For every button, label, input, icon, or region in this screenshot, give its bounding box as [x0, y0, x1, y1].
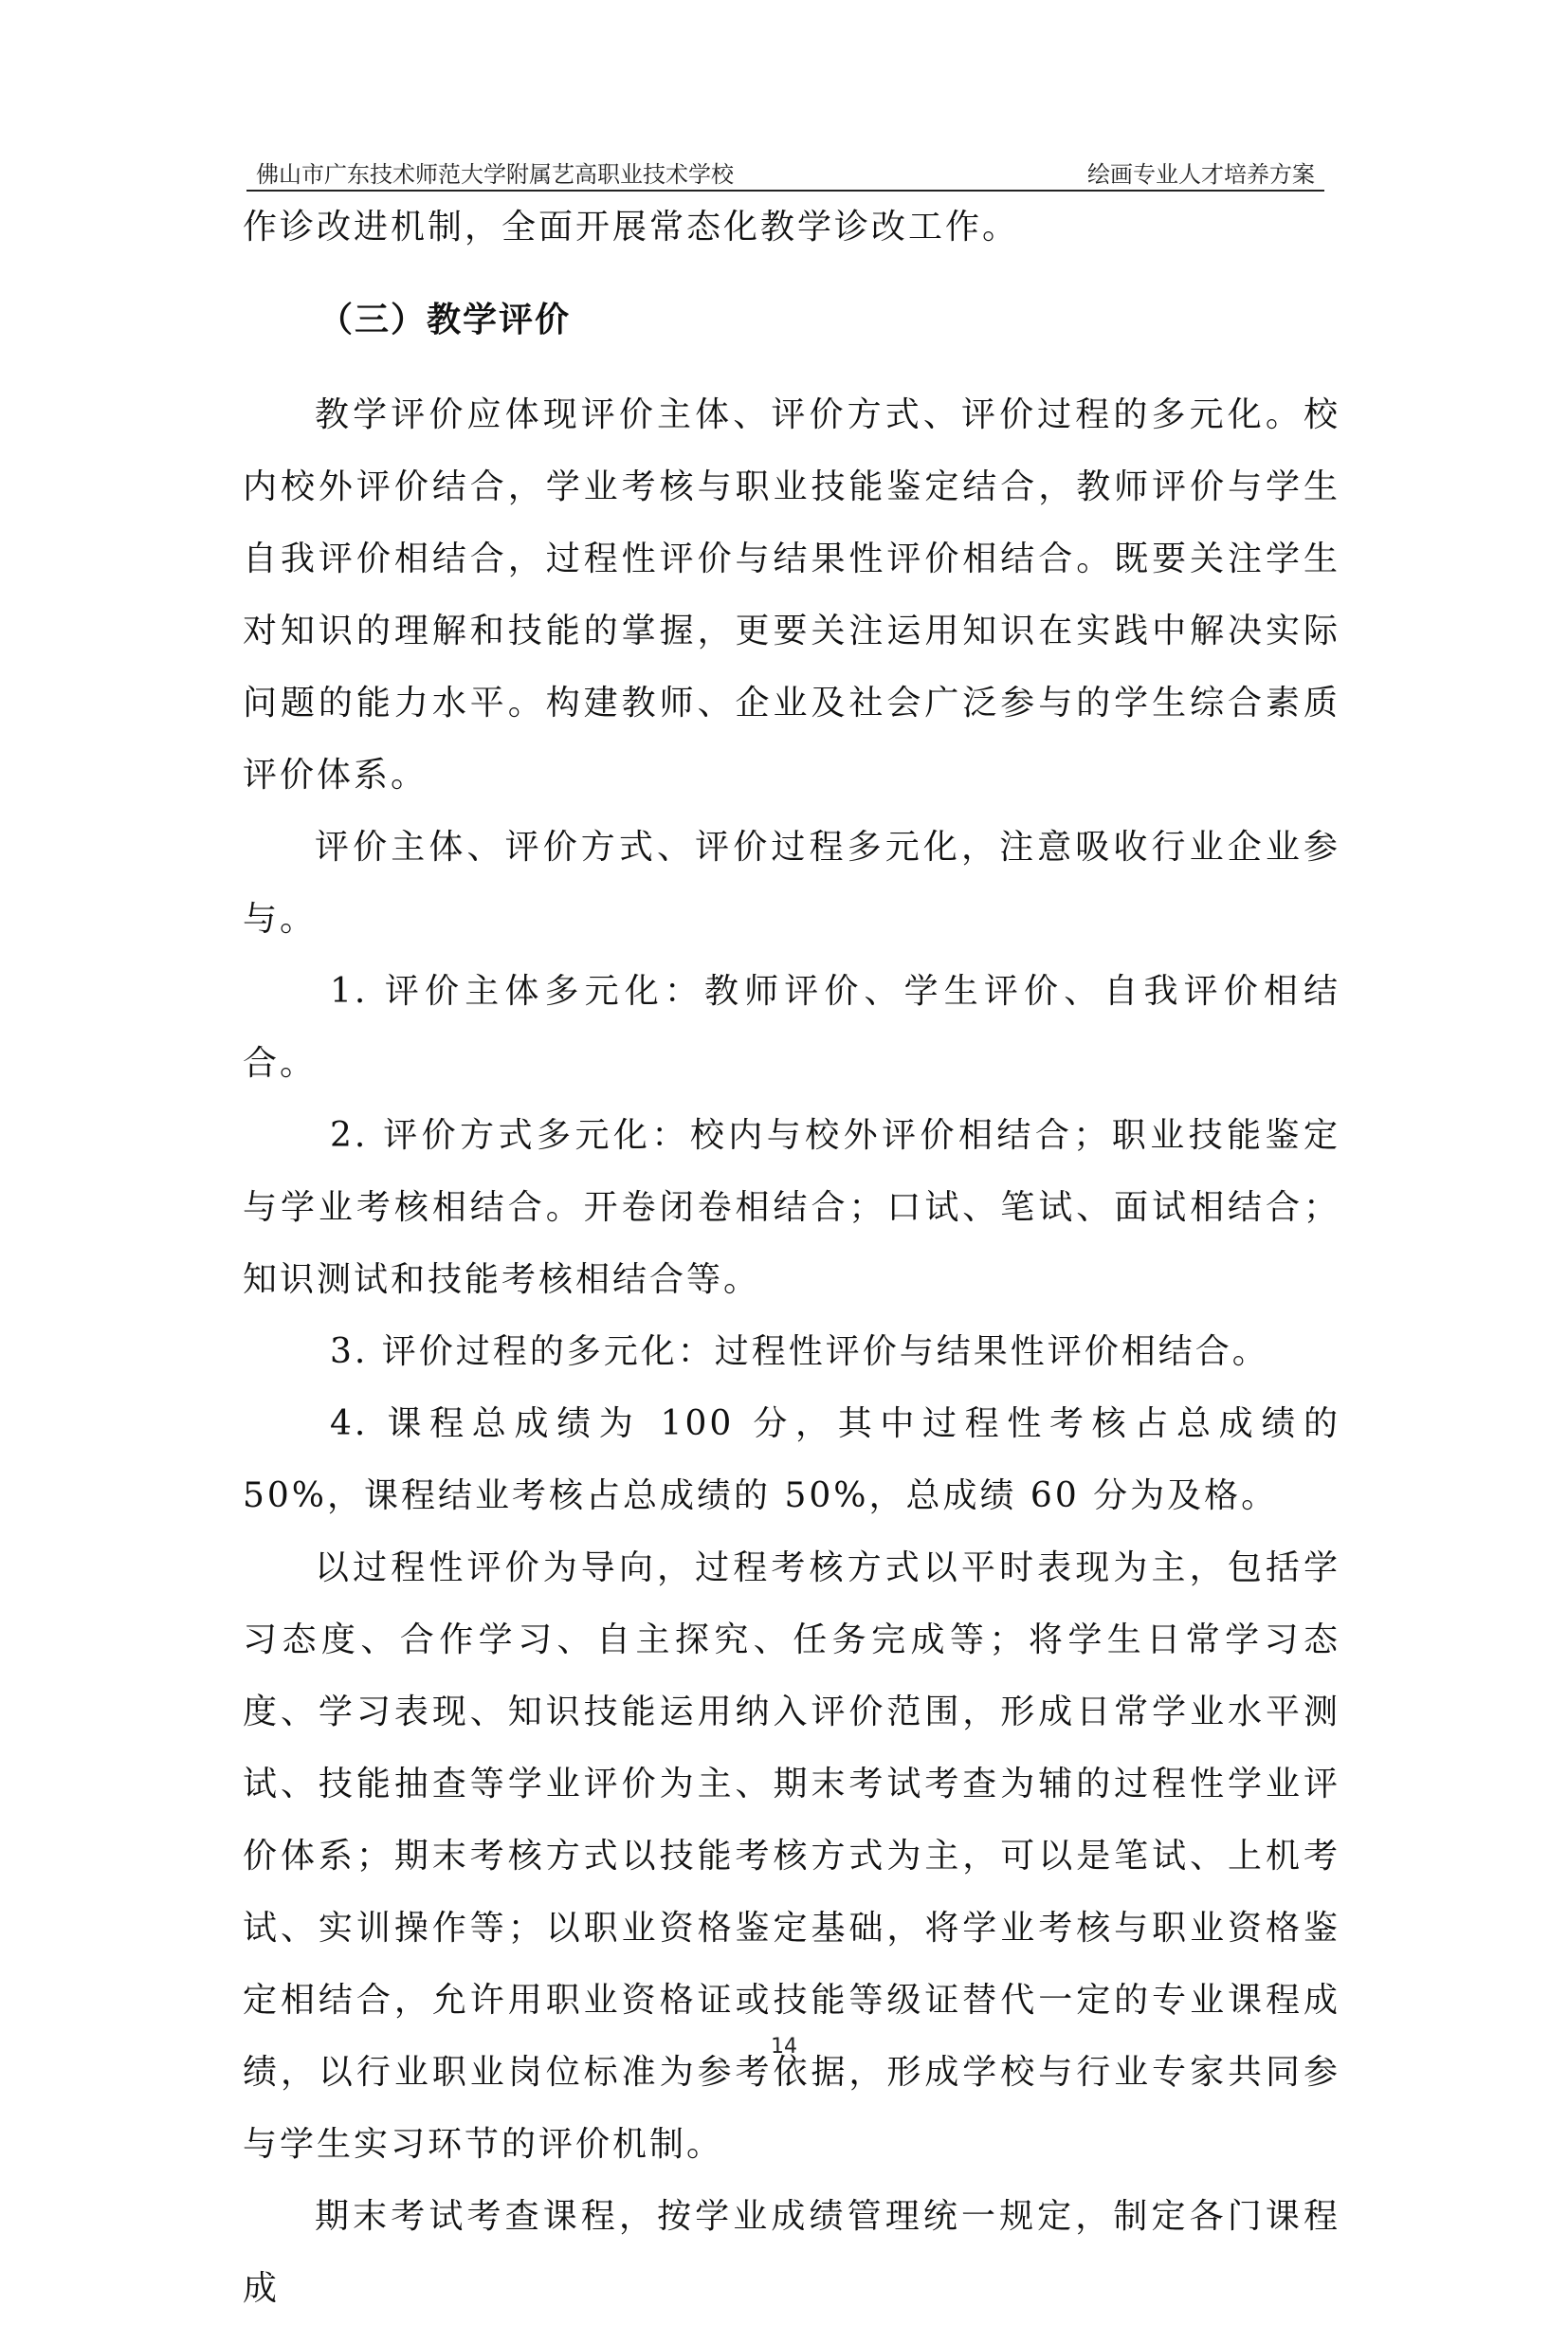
document-body — [243, 192, 1340, 2325]
paragraph-final-exam: 期末考试考查课程，按学业成绩管理统一规定，制定各门课程成 — [243, 2197, 1340, 2308]
list-item-3: 3. 评价过程的多元化：过程性评价与结果性评价相结合。 — [330, 1332, 1269, 1371]
page-header — [246, 152, 1324, 192]
header-document-title: 绘画专业人才培养方案 — [1087, 161, 1315, 188]
paragraph-diversification: 评价主体、评价方式、评价过程多元化，注意吸收行业企业参与。 — [243, 828, 1340, 939]
list-item-2: 2. 评价方式多元化：校内与校外评价相结合；职业技能鉴定与学业考核相结合。开卷闭卷相结合；口试、笔试、面试相结合；知识测试和技能考核相结合等。 — [243, 1116, 1340, 1299]
paragraph-evaluation-intro: 教学评价应体现评价主体、评价方式、评价过程的多元化。校内校外评价结合，学业考核与职业技能鉴定结合，教师评价与学生自我评价相结合，过程性评价与结果性评价相结合。既要关注学生对知识的理解和技能的掌握，更要关注运用知识在实践中解决实际问题的能力水平。构建教师、企业及社会广泛参与的学生综合素质评价体系。 — [243, 395, 1340, 795]
list-item-4: 4. 课程总成绩为 100 分，其中过程性考核占总成绩的 50%，课程结业考核占总成绩的 50%，总成绩 60 分为及格。 — [243, 1404, 1340, 1515]
header-school-name: 佛山市广东技术师范大学附属艺高职业技术学校 — [256, 161, 734, 188]
paragraph-process-evaluation: 以过程性评价为导向，过程考核方式以平时表现为主，包括学习态度、合作学习、自主探究、任务完成等；将学生日常学习态度、学习表现、知识技能运用纳入评价范围，形成日常学业水平测试、技能抽查等学业评价为主、期末考试考查为辅的过程性学业评价体系；期末考核方式以技能考核方式为主，可以是笔试、上机考试、实训操作等；以职业资格鉴定基础，将学业考核与职业资格鉴定相结合，允许用职业资格证或技能等级证替代一定的专业课程成绩，以行业职业岗位标准为参考依据，形成学校与行业专家共同参与学生实习环节的评价机制。 — [243, 1548, 1340, 2164]
section-heading: （三）教学评价 — [319, 301, 572, 339]
continued-paragraph: 作诊改进机制，全面开展常态化教学诊改工作。 — [243, 208, 1020, 247]
page-number: 14 — [771, 2035, 797, 2059]
list-item-1: 1. 评价主体多元化：教师评价、学生评价、自我评价相结合。 — [243, 972, 1340, 1083]
